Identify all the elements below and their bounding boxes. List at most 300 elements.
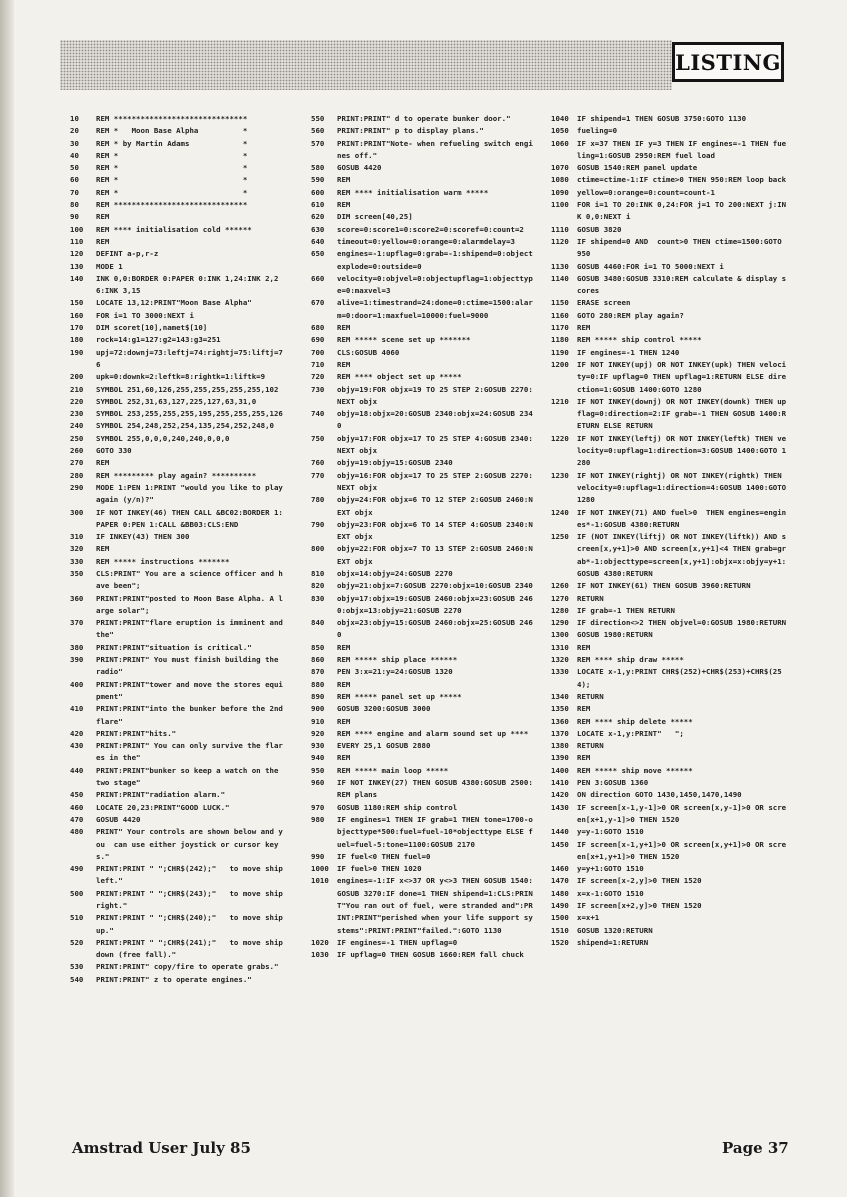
line-code: REM — [337, 753, 351, 763]
code-line — [70, 162, 285, 174]
code-line — [311, 211, 533, 223]
code-line — [311, 138, 533, 163]
line-code: y=y-1:GOTO 1510 — [577, 827, 644, 837]
line-code: IF screen[x+2,y]>0 THEN 1520 — [577, 901, 702, 910]
code-line — [551, 273, 789, 298]
line-number: 1360 — [551, 716, 569, 726]
code-line — [70, 150, 285, 162]
line-number: 1440 — [551, 827, 569, 837]
code-line — [70, 457, 285, 469]
line-code: REM — [96, 458, 110, 468]
line-code: REM — [337, 175, 351, 185]
line-code: PRINT:PRINT"Note- when refueling switch engines off." — [337, 138, 533, 160]
line-code: CLS:PRINT" You are a science officer and have been"; — [96, 568, 283, 591]
listing-column-1 — [70, 113, 288, 986]
line-number: 300 — [70, 507, 84, 517]
code-line — [70, 384, 285, 396]
line-number: 160 — [70, 310, 84, 320]
line-number: 490 — [70, 864, 84, 874]
code-line — [551, 888, 789, 900]
line-code: IF direction<>2 THEN objvel=0:GOSUB 1980:RETURN — [577, 618, 787, 628]
line-code: GOSUB 1540:REM panel update — [577, 163, 698, 173]
line-number: 360 — [70, 593, 84, 603]
line-number: 1300 — [551, 630, 569, 640]
code-line — [551, 752, 789, 764]
line-code: IF NOT INKEY(upj) OR NOT INKEY(upk) THEN velocity=0:IF upflag=0 THEN upflag=1:RETURN ELSE direction=1:GOSUB 1400:GOTO 1280 — [577, 359, 787, 394]
code-line — [70, 334, 285, 346]
line-code: PRINT:PRINT"posted to Moon Base Alpha. A large solar"; — [96, 593, 283, 615]
line-number: 90 — [70, 212, 79, 222]
line-number: 990 — [311, 851, 325, 861]
code-line — [551, 125, 789, 137]
line-number: 1390 — [551, 753, 569, 763]
line-code: PRINT:PRINT"into the bunker before the 2nd flare" — [96, 704, 288, 726]
line-code: IF NOT INKEY(leftj) OR NOT INKEY(leftk) THEN velocity=0:upflag=1:direction=3:GOSUB 1400:GOTO 1280 — [577, 433, 787, 468]
code-line — [551, 691, 789, 703]
line-code: SYMBOL 251,60,126,255,255,255,255,255,102 — [96, 384, 279, 394]
line-number: 1030 — [311, 950, 329, 960]
line-number: 790 — [311, 519, 325, 529]
line-number: 770 — [311, 470, 325, 480]
line-code: IF engines=-1 THEN 1240 — [577, 347, 680, 357]
line-code: RETURN — [577, 593, 604, 603]
code-line — [551, 113, 789, 125]
line-number: 970 — [311, 802, 325, 812]
code-line — [551, 716, 789, 728]
line-code: IF upflag=0 THEN GOSUB 1660:REM fall chuck — [337, 950, 524, 960]
line-code: REM * Moon Base Alpha * — [96, 126, 248, 136]
line-code: IF shipend=1 THEN GOSUB 3750:GOTO 1130 — [577, 114, 747, 123]
line-code: alive=1:timestrand=24:done=0:ctime=1500:alarm=0:door=1:maxfuel=10000:fuel=9000 — [337, 298, 533, 320]
line-number: 1340 — [551, 691, 569, 701]
line-code: REM **** ship draw ***** — [577, 655, 684, 665]
line-number: 200 — [70, 372, 84, 382]
line-number: 140 — [70, 273, 84, 283]
line-code: IF NOT INKEY(27) THEN GOSUB 4380:GOSUB 2500:REM plans — [337, 778, 533, 800]
line-number: 1050 — [551, 126, 569, 136]
line-number: 1400 — [551, 765, 569, 775]
line-code: CLS:GOSUB 4060 — [337, 347, 400, 357]
line-number: 1080 — [551, 175, 569, 185]
line-number: 330 — [70, 556, 84, 566]
code-line — [70, 445, 285, 457]
line-code: REM **** ship delete ***** — [577, 716, 693, 726]
line-number: 950 — [311, 765, 325, 775]
line-code: LOCATE 13,12:PRINT"Moon Base Alpha" — [96, 298, 252, 308]
code-line — [311, 765, 533, 777]
code-line — [311, 494, 533, 519]
code-line — [551, 162, 789, 174]
line-code: objy=16:FOR objx=17 TO 25 STEP 2:GOSUB 2270:NEXT objx — [337, 470, 533, 492]
code-line — [551, 826, 789, 838]
line-number: 720 — [311, 372, 325, 382]
code-line — [311, 113, 533, 125]
line-code: PRINT:PRINT " ";CHR$(240);" to move ship up." — [96, 913, 288, 935]
line-number: 910 — [311, 716, 325, 726]
code-line — [551, 839, 789, 864]
code-line — [311, 187, 533, 199]
line-code: REM ***** ship move ****** — [577, 765, 693, 775]
code-line — [311, 679, 533, 691]
code-line — [70, 482, 288, 507]
line-number: 130 — [70, 261, 84, 271]
code-line — [551, 334, 789, 346]
line-code: fueling=0 — [577, 126, 618, 136]
code-line — [551, 789, 789, 801]
line-code: RETURN — [577, 741, 604, 751]
line-number: 250 — [70, 433, 84, 443]
line-number: 500 — [70, 888, 84, 898]
line-number: 170 — [70, 323, 84, 333]
code-line — [551, 765, 789, 777]
line-code: GOSUB 1980:RETURN — [577, 630, 653, 640]
code-line — [70, 888, 288, 913]
line-code: REM — [96, 236, 110, 246]
line-code: REM ***** scene set up ******* — [337, 335, 471, 345]
line-code: MODE 1 — [96, 261, 123, 271]
line-number: 1140 — [551, 273, 569, 283]
line-number: 730 — [311, 384, 325, 394]
line-number: 450 — [70, 790, 84, 800]
line-code: IF engines=-1 THEN upflag=0 — [337, 937, 458, 947]
code-line — [70, 396, 285, 408]
code-line — [551, 224, 789, 236]
line-code: objy=17:objx=19:GOSUB 2460:objx=23:GOSUB 2460:objx=13:objy=21:GOSUB 2270 — [337, 593, 533, 615]
line-number: 580 — [311, 163, 325, 173]
line-number: 550 — [311, 114, 325, 123]
code-line — [311, 654, 533, 666]
line-code: objy=22:FOR objx=7 TO 13 STEP 2:GOSUB 2460:NEXT objx — [337, 544, 533, 566]
code-line — [70, 420, 285, 432]
line-number: 20 — [70, 126, 79, 136]
line-number: 1510 — [551, 925, 569, 935]
line-code: REM ***** ship place ****** — [337, 655, 458, 665]
line-number: 1500 — [551, 913, 569, 923]
code-line — [70, 937, 288, 962]
code-line — [70, 507, 285, 532]
line-number: 310 — [70, 532, 84, 542]
code-line — [311, 199, 533, 211]
line-number: 1320 — [551, 655, 569, 665]
line-code: REM * * — [96, 150, 248, 160]
code-line — [551, 728, 789, 740]
line-number: 120 — [70, 249, 84, 259]
line-code: objy=19:FOR objx=19 TO 25 STEP 2:GOSUB 2270:NEXT objx — [337, 384, 533, 406]
line-code: IF x=37 THEN IF y=3 THEN IF engines=-1 THEN fueling=1:GOSUB 2950:REM fuel load — [577, 138, 787, 160]
line-code: upk=0:downk=2:leftk=8:rightk=1:liftk=9 — [96, 372, 266, 382]
line-number: 440 — [70, 765, 84, 775]
line-code: REM ***** panel set up ***** — [337, 691, 462, 701]
line-number: 430 — [70, 741, 84, 751]
code-line — [551, 174, 789, 186]
code-line — [70, 654, 285, 679]
line-number: 980 — [311, 814, 325, 824]
line-code: REM — [96, 544, 110, 554]
line-number: 930 — [311, 741, 325, 751]
line-number: 1460 — [551, 864, 569, 874]
code-line — [551, 359, 789, 396]
line-code: timeout=0:yellow=0:orange=0:alarmdelay=3 — [337, 236, 515, 246]
code-line — [311, 937, 533, 949]
line-code: GOSUB 4420 — [337, 163, 382, 173]
code-line — [311, 359, 533, 371]
code-line — [70, 642, 285, 654]
code-line — [70, 470, 285, 482]
code-line — [311, 408, 533, 433]
line-code: engines=-1:IF x<>37 OR y<>3 THEN GOSUB 1540:GOSUB 3270:IF done=1 THEN shipend=1:CLS:PRINT"You ran out of fuel, were stranded and":PRINT:PRINT"perished when your life support systems":PRINT:PRINT"failed.":GOTO 1130 — [337, 876, 533, 935]
line-code: REM — [337, 200, 351, 210]
line-code: PRINT:PRINT" copy/fire to operate grabs." — [96, 962, 279, 972]
line-number: 870 — [311, 667, 325, 677]
code-line — [70, 912, 288, 937]
code-line — [311, 666, 533, 678]
line-code: DIM scoret[10],namet$[10] — [96, 323, 208, 333]
line-code: REM * * — [96, 187, 248, 197]
code-line — [551, 322, 789, 334]
code-line — [311, 875, 533, 936]
code-line — [551, 199, 789, 224]
line-code: IF fuel<0 THEN fuel=0 — [337, 851, 431, 861]
line-code: objy=23:FOR objx=6 TO 14 STEP 4:GOSUB 2340:NEXT objx — [337, 519, 533, 542]
code-line — [70, 138, 285, 150]
line-code: IF NOT INKEY(71) AND fuel>0 THEN engines=engines*-1:GOSUB 4380:RETURN — [577, 507, 787, 529]
line-code: PRINT:PRINT" d to operate bunker door." — [337, 114, 511, 123]
line-code: PRINT:PRINT" You can only survive the flares in the" — [96, 741, 283, 763]
line-number: 150 — [70, 298, 84, 308]
code-line — [70, 261, 285, 273]
code-line — [551, 900, 789, 912]
line-number: 590 — [311, 175, 325, 185]
line-number: 740 — [311, 409, 325, 419]
line-number: 1260 — [551, 581, 569, 591]
line-number: 390 — [70, 655, 84, 665]
line-code: PRINT:PRINT" z to operate engines." — [96, 974, 252, 984]
code-line — [551, 310, 789, 322]
line-number: 290 — [70, 482, 84, 492]
line-number: 540 — [70, 974, 84, 984]
line-number: 1000 — [311, 864, 329, 874]
line-code: PRINT" Your controls are shown below and you can use either joystick or cursor keys." — [96, 827, 283, 861]
code-line — [70, 728, 285, 740]
code-line — [551, 654, 789, 666]
line-code: PRINT:PRINT"flare eruption is imminent and the" — [96, 618, 288, 640]
page-binding-edge — [0, 0, 14, 1197]
line-code: ERASE screen — [577, 298, 631, 308]
code-line — [551, 236, 789, 261]
line-number: 1310 — [551, 642, 569, 652]
line-number: 1490 — [551, 901, 569, 910]
line-number: 780 — [311, 495, 325, 505]
line-number: 760 — [311, 458, 325, 468]
line-number: 1170 — [551, 323, 569, 333]
code-line — [70, 703, 288, 728]
line-number: 640 — [311, 236, 325, 246]
line-code: EVERY 25,1 GOSUB 2880 — [337, 741, 431, 751]
line-code: REM * * — [96, 163, 248, 173]
line-code: DIM screen[40,25] — [337, 212, 413, 222]
code-line — [311, 273, 533, 298]
code-line — [551, 507, 789, 532]
line-code: INK 0,0:BORDER 0:PAPER 0:INK 1,24:INK 2,26:INK 3,15 — [96, 273, 279, 296]
line-code: IF INKEY(43) THEN 300 — [96, 532, 190, 542]
line-number: 1480 — [551, 888, 569, 898]
code-line — [311, 334, 533, 346]
line-code: LOCATE 20,23:PRINT"GOOD LUCK." — [96, 802, 230, 812]
line-code: engines=-1:upflag=0:grab=-1:shipend=0:objectexplode=0:outside=0 — [337, 249, 533, 271]
line-code: objy=18:objx=20:GOSUB 2340:objx=24:GOSUB 2340 — [337, 409, 533, 431]
code-line — [311, 851, 533, 863]
line-number: 900 — [311, 704, 325, 714]
line-number: 320 — [70, 544, 84, 554]
code-line — [70, 125, 285, 137]
line-code: REM **** initialisation cold ****** — [96, 224, 252, 234]
code-line — [551, 187, 789, 199]
code-line — [551, 912, 789, 924]
line-code: rock=14:g1=127:g2=143:g3=251 — [96, 335, 221, 345]
line-code: REM — [96, 212, 110, 222]
line-code: SYMBOL 253,255,255,255,195,255,255,255,126 — [96, 409, 283, 419]
line-number: 710 — [311, 359, 325, 369]
code-line — [70, 113, 285, 125]
line-code: shipend=1:RETURN — [577, 937, 649, 947]
code-line — [551, 347, 789, 359]
line-number: 1370 — [551, 728, 569, 738]
code-line — [311, 470, 533, 495]
listing-column-2 — [311, 113, 533, 961]
code-line — [551, 261, 789, 273]
line-number: 850 — [311, 642, 325, 652]
line-code: IF engines=1 THEN IF grab=1 THEN tone=1700-objecttype*500:fuel=fuel-10*objecttype ELSE fuel=fuel-5:tone=1100:GOSUB 2170 — [337, 814, 533, 849]
line-code: GOSUB 4420 — [96, 814, 141, 824]
line-number: 670 — [311, 298, 325, 308]
line-code: IF grab=-1 THEN RETURN — [577, 605, 675, 615]
line-number: 1010 — [311, 876, 329, 886]
code-line — [311, 543, 533, 568]
code-line — [70, 199, 285, 211]
line-number: 1230 — [551, 470, 569, 480]
line-code: velocity=0:objvel=0:objectupflag=1:objecttype=0:maxvel=3 — [337, 273, 533, 296]
code-line — [551, 863, 789, 875]
line-code: REM **** object set up ***** — [337, 372, 462, 382]
line-number: 880 — [311, 679, 325, 689]
code-line — [311, 371, 533, 383]
code-line — [551, 802, 789, 827]
line-number: 800 — [311, 544, 325, 554]
code-line — [70, 961, 285, 973]
line-code: score=0:score1=0:score2=0:scoref=0:count=2 — [337, 224, 524, 234]
line-code: GOSUB 1320:RETURN — [577, 925, 653, 935]
code-line — [551, 937, 789, 949]
code-line — [70, 273, 285, 298]
line-number: 1180 — [551, 335, 569, 345]
line-code: REM ********* play again? ********** — [96, 470, 257, 480]
code-line — [551, 531, 789, 580]
line-code: REM — [577, 642, 591, 652]
code-line — [551, 629, 789, 641]
line-code: PRINT:PRINT"hits." — [96, 728, 177, 738]
line-code: REM **** initialisation warm ***** — [337, 187, 489, 197]
line-code: IF fuel>0 THEN 1020 — [337, 864, 422, 874]
line-number: 1470 — [551, 876, 569, 886]
code-line — [70, 679, 285, 704]
code-line — [311, 248, 533, 273]
line-number: 860 — [311, 655, 325, 665]
code-line — [551, 605, 789, 617]
code-line — [70, 740, 285, 765]
line-number: 600 — [311, 187, 325, 197]
line-code: REM — [577, 753, 591, 763]
line-number: 1450 — [551, 839, 569, 849]
code-line — [311, 642, 533, 654]
line-number: 210 — [70, 384, 84, 394]
code-line — [70, 236, 285, 248]
line-code: GOTO 330 — [96, 446, 132, 456]
code-line — [311, 593, 533, 618]
line-number: 480 — [70, 827, 84, 837]
line-number: 840 — [311, 618, 325, 628]
line-code: IF screen[x-2,y]>0 THEN 1520 — [577, 876, 702, 886]
line-number: 1130 — [551, 261, 569, 271]
code-line — [70, 408, 285, 420]
line-number: 1200 — [551, 359, 569, 369]
line-number: 70 — [70, 187, 79, 197]
line-code: REM **** engine and alarm sound set up **** — [337, 728, 529, 738]
line-number: 700 — [311, 347, 325, 357]
line-number: 1160 — [551, 310, 569, 320]
line-number: 1280 — [551, 605, 569, 615]
line-number: 1110 — [551, 224, 569, 234]
line-code: PRINT:PRINT"radiation alarm." — [96, 790, 226, 800]
line-code: GOTO 280:REM play again? — [577, 310, 684, 320]
line-code: IF NOT INKEY(61) THEN GOSUB 3960:RETURN — [577, 581, 751, 591]
line-number: 660 — [311, 273, 325, 283]
line-number: 1380 — [551, 741, 569, 751]
line-number: 80 — [70, 200, 79, 210]
code-line — [551, 925, 789, 937]
line-code: x=x-1:GOTO 1510 — [577, 888, 644, 898]
code-line — [311, 752, 533, 764]
code-line — [70, 556, 285, 568]
code-line — [70, 211, 285, 223]
code-line — [311, 347, 533, 359]
line-number: 1420 — [551, 790, 569, 800]
listing-tag — [672, 42, 784, 82]
code-line — [70, 568, 285, 593]
line-code: IF screen[x-1,y+1]>0 OR screen[x,y+1]>0 OR screen[x+1,y+1]>0 THEN 1520 — [577, 839, 787, 861]
line-number: 30 — [70, 138, 79, 148]
line-code: objx=23:objy=15:GOSUB 2460:objx=25:GOSUB 2460 — [337, 618, 533, 640]
code-line — [311, 322, 533, 334]
code-line — [311, 740, 533, 752]
code-line — [70, 974, 285, 986]
line-number: 680 — [311, 323, 325, 333]
line-code: upj=72:downj=73:leftj=74:rightj=75:liftj=76 — [96, 347, 283, 369]
line-number: 230 — [70, 409, 84, 419]
code-line — [311, 814, 533, 851]
line-number: 400 — [70, 679, 84, 689]
line-number: 420 — [70, 728, 84, 738]
line-code: PRINT:PRINT" p to display plans." — [337, 126, 484, 136]
code-line — [311, 457, 533, 469]
line-number: 520 — [70, 937, 84, 947]
code-line — [311, 224, 533, 236]
line-number: 1040 — [551, 114, 569, 123]
code-line — [551, 740, 789, 752]
code-line — [311, 617, 533, 642]
code-line — [311, 703, 533, 715]
code-line — [551, 642, 789, 654]
line-number: 820 — [311, 581, 325, 591]
